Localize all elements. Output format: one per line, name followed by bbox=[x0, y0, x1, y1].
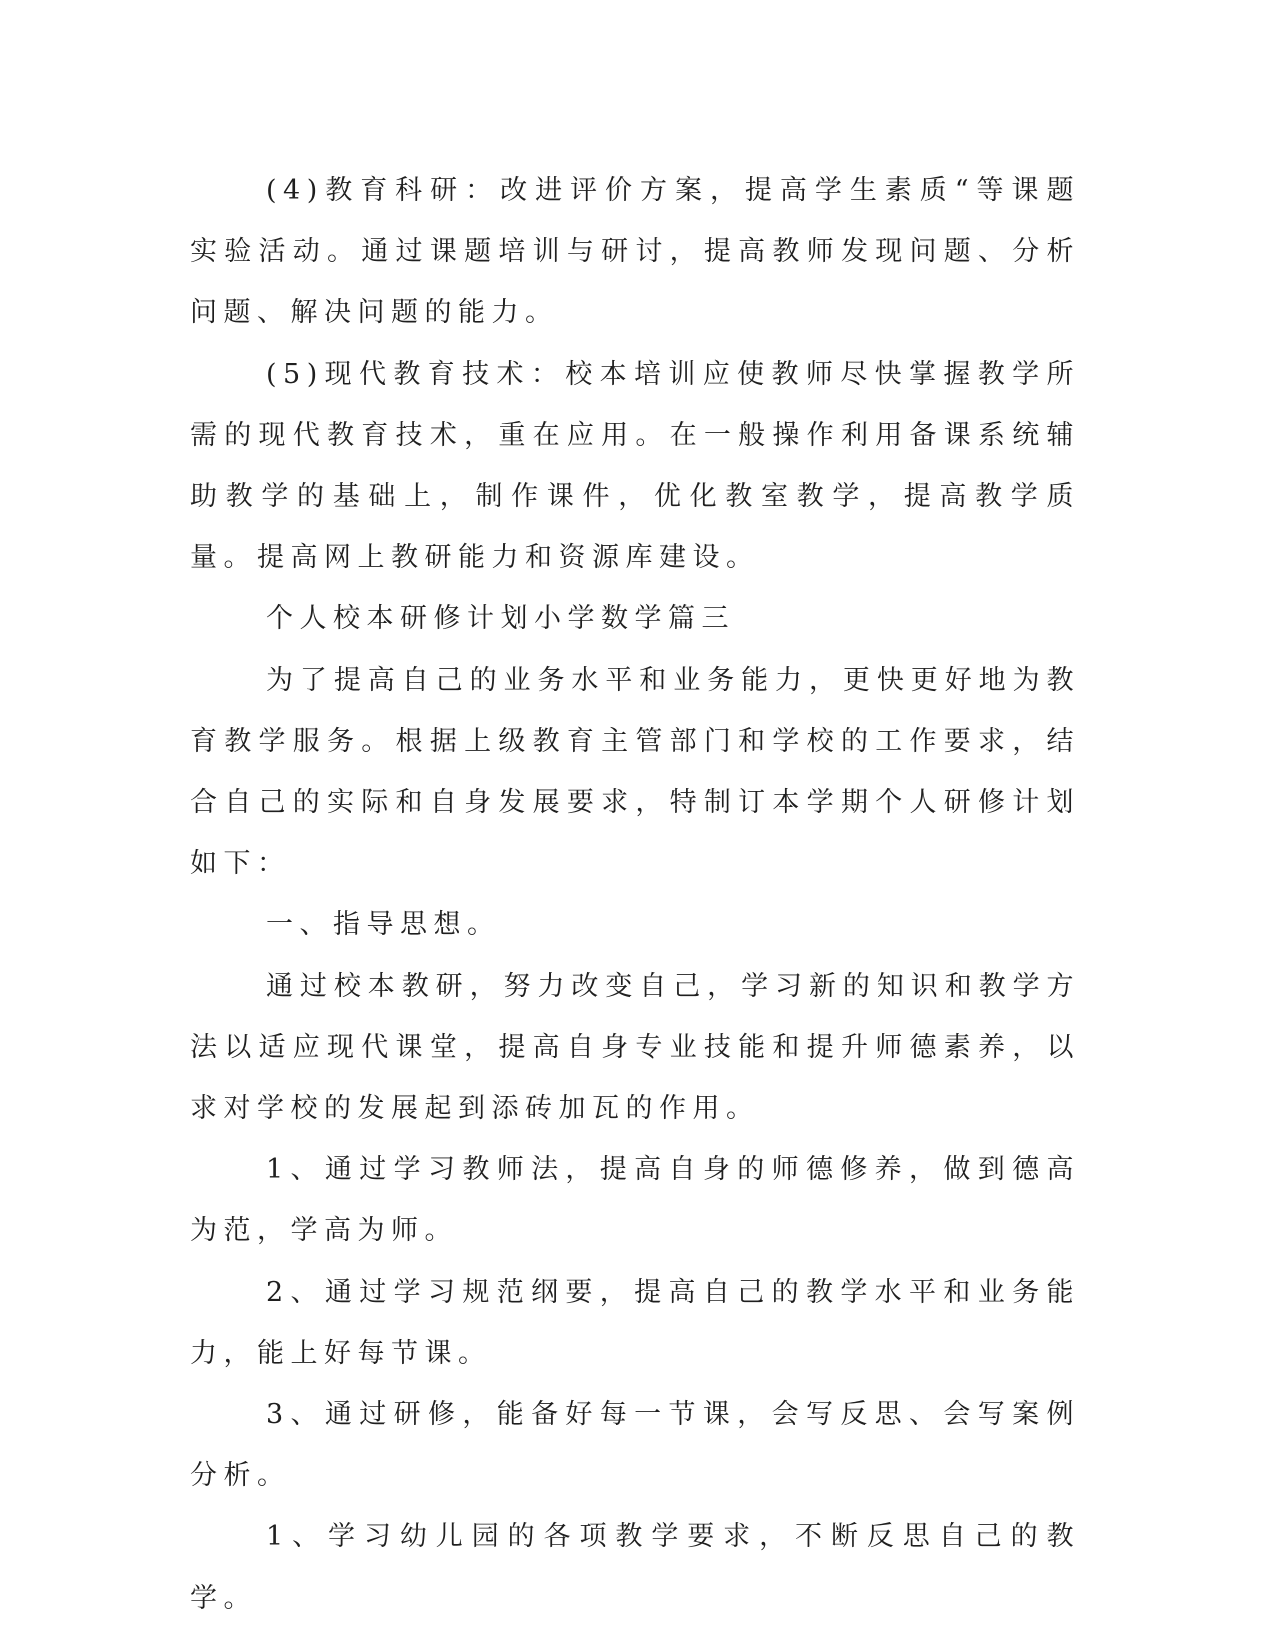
paragraph-guiding-thought: 通过校本教研，努力改变自己，学习新的知识和教学方法以适应现代课堂，提高自身专业技能和提升师德素养，以求对学校的发展起到添砖加瓦的作用。 bbox=[190, 970, 1080, 1125]
heading-guiding-thought: 一、指导思想。 bbox=[266, 909, 501, 941]
list-item-1: 1、通过学习教师法，提高自身的师德修养，做到德高为范，学高为师。 bbox=[190, 1154, 1080, 1247]
document-body bbox=[190, 160, 1080, 1629]
paragraph-intro: 为了提高自己的业务水平和业务能力，更快更好地为教育教学服务。根据上级教育主管部门和学校的工作要求，结合自己的实际和自身发展要求，特制订本学期个人研修计划如下： bbox=[190, 664, 1080, 880]
paragraph-education-research: (4)教育科研：改进评价方案，提高学生素质“等课题实验活动。通过课题培训与研讨，提高教师发现问题、分析问题、解决问题的能力。 bbox=[190, 175, 1080, 329]
list-item-2: 2、通过学习规范纲要，提高自己的教学水平和业务能力，能上好每节课。 bbox=[190, 1276, 1080, 1369]
list-item-3: 3、通过研修，能备好每一节课，会写反思、会写案例分析。 bbox=[190, 1399, 1080, 1492]
section-title: 个人校本研修计划小学数学篇三 bbox=[266, 603, 735, 635]
list-item-4: 1、学习幼儿园的各项教学要求，不断反思自己的教学。 bbox=[190, 1521, 1080, 1614]
paragraph-modern-technology: (5)现代教育技术：校本培训应使教师尽快掌握教学所需的现代教育技术，重在应用。在一般操作利用备课系统辅助教学的基础上，制作课件，优化教室教学，提高教学质量。提高网上教研能力和资源库建设。 bbox=[190, 358, 1080, 574]
